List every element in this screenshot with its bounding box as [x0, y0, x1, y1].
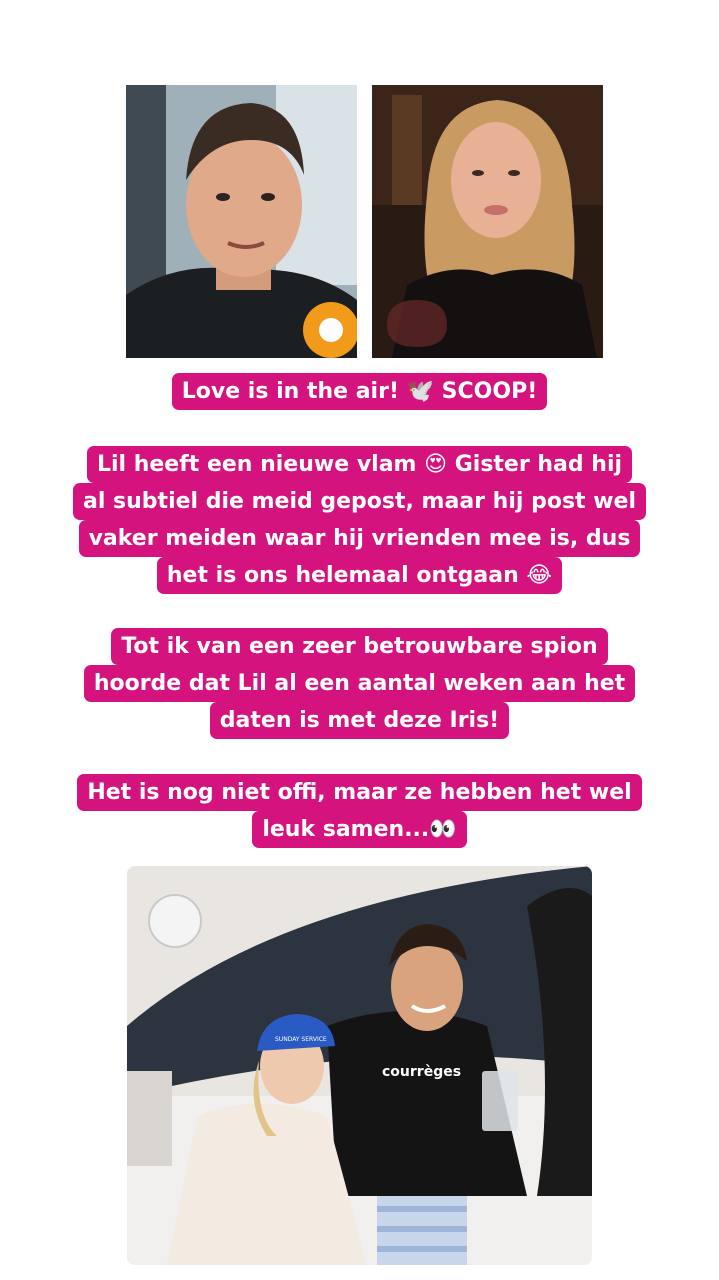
caption-paragraph-2	[0, 628, 719, 739]
woman-portrait-photo	[372, 85, 603, 358]
paragraph-1-line-2: al subtiel die meid gepost, maar hij post wel	[73, 483, 646, 520]
paragraph-3-line-2: leuk samen...👀	[252, 811, 466, 848]
paragraph-1-line-4: het is ons helemaal ontgaan 😂	[157, 557, 562, 594]
couple-image	[127, 866, 592, 1265]
paragraph-1-line-3: vaker meiden waar hij vrienden mee is, dus	[79, 520, 641, 557]
paragraph-3-line-1: Het is nog niet offi, maar ze hebben het wel	[77, 774, 641, 811]
caption-paragraph-1	[0, 446, 719, 594]
man-portrait-image	[126, 85, 357, 358]
paragraph-2-line-3: daten is met deze Iris!	[210, 702, 509, 739]
paragraph-2-line-1: Tot ik van een zeer betrouwbare spion	[111, 628, 607, 665]
caption-paragraph-3	[0, 774, 719, 848]
couple-photo	[127, 866, 592, 1265]
man-portrait-photo	[126, 85, 357, 358]
shirt-text: courrèges	[382, 1064, 462, 1080]
paragraph-1-line-1: Lil heeft een nieuwe vlam 😍 Gister had hij	[87, 446, 632, 483]
headline-text: Love is in the air! 🕊️ SCOOP!	[172, 373, 548, 410]
caption-headline	[0, 373, 719, 410]
paragraph-2-line-2: hoorde dat Lil al een aantal weken aan het	[84, 665, 635, 702]
woman-portrait-image	[372, 85, 603, 358]
cap-text: SUNDAY SERVICE	[275, 1036, 327, 1043]
